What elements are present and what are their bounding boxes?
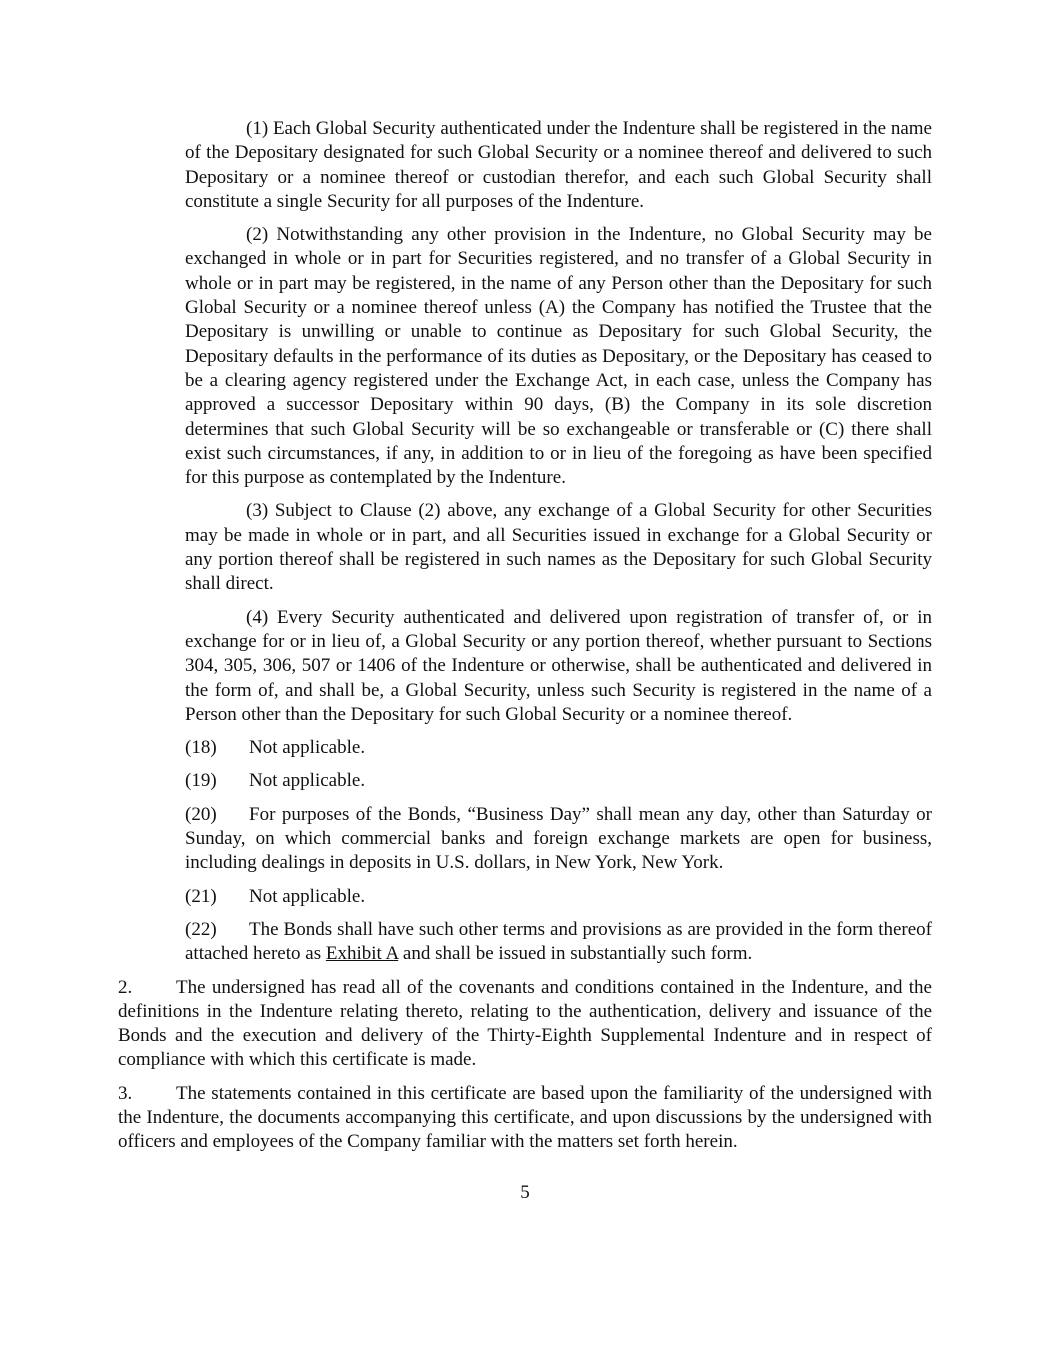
item-20-paragraph — [185, 803, 932, 876]
page-number: 5 — [520, 1181, 530, 1203]
clause-1-text: (1) Each Global Security authenticated under the Indenture shall be registered in the name of the Depositary designated for such Global Security or a nominee thereof and delivered to such Depositary or a nominee thereof or custodian therefor, and each such Global Security shall constitute a single Security for all purposes of the Indenture. — [185, 118, 932, 212]
section-3-text: The statements contained in this certificate are based upon the familiarity of the undersigned with the Indenture, the documents accompanying this certificate, and upon discussions by the undersigned with officers and employees of the Company familiar with the matters set forth herein. — [118, 1082, 932, 1153]
exhibit-a-reference: Exhibit A — [325, 943, 399, 965]
item-19-number: (19) — [185, 770, 217, 792]
item-19-paragraph — [185, 769, 932, 793]
item-20-text: For purposes of the Bonds, “Business Day” shall mean any day, other than Saturday or Sunday, on which commercial banks and foreign exchange markets are open for business, including dealings in deposits in U.S. dollars, in New York, New York. — [185, 803, 932, 874]
item-21-number: (21) — [185, 885, 217, 907]
page-footer — [118, 1181, 932, 1205]
item-22-text-after: and shall be issued in substantially such form. — [398, 943, 753, 965]
section-3-number: 3. — [118, 1082, 133, 1104]
item-18-paragraph — [185, 736, 932, 760]
section-3-paragraph — [118, 1082, 932, 1155]
section-2-text: The undersigned has read all of the covenants and conditions contained in the Indenture, and the definitions in the Indenture relating thereto, relating to the authentication, delivery and issuance of the Bonds and the execution and delivery of the Thirty-Eighth Supplemental Indenture and in respect of compliance with which this certificate is made. — [118, 976, 932, 1071]
item-19-text: Not applicable. — [249, 770, 366, 792]
clause-4-paragraph — [185, 606, 932, 727]
item-22-paragraph — [185, 918, 932, 967]
section-2-number: 2. — [118, 976, 133, 998]
clause-2-text: (2) Notwithstanding any other provision in the Indenture, no Global Security may be exchanged in whole or in part for Securities registered, and no transfer of a Global Security in whole or in part may be registered, in the name of any Person other than the Depositary for such Global Security or a nominee thereof unless (A) the Company has notified the Trustee that the Depositary is unwilling or unable to continue as Depositary for such Global Security, the Depositary defaults in the performance of its duties as Depositary, or the Depositary has ceased to be a clearing agency registered under the Exchange Act, in each case, unless the Company has approved a successor Depositary within 90 days, (B) the Company in its sole discretion determines that such Global Security will be so exchangeable or transferable or (C) there shall exist such circumstances, if any, in addition to or in lieu of the foregoing as have been specified for this purpose as contemplated by the Indenture. — [185, 224, 932, 489]
clause-2-paragraph — [185, 223, 932, 490]
clause-4-text: (4) Every Security authenticated and delivered upon registration of transfer of, or in exchange for or in lieu of, a Global Security or any portion thereof, whether pursuant to Sections 304, 305, 306, 507 or 1406 of the Indenture or otherwise, shall be authenticated and delivered in the form of, and shall be, a Global Security, unless such Security is registered in the name of a Person other than the Depositary for such Global Security or a nominee thereof. — [185, 606, 932, 725]
item-22-text-before: The Bonds shall have such other terms and provisions as are provided in the form thereof attached hereto as — [185, 918, 932, 965]
clause-3-paragraph — [185, 499, 932, 596]
item-22-number: (22) — [185, 918, 217, 940]
item-20-number: (20) — [185, 803, 217, 825]
clause-3-text: (3) Subject to Clause (2) above, any exchange of a Global Security for other Securities may be made in whole or in part, and all Securities issued in exchange for a Global Security or any portion thereof shall be registered in such names as the Depositary for such Global Security shall direct. — [185, 500, 932, 595]
section-2-paragraph — [118, 976, 932, 1073]
clause-1-paragraph — [185, 117, 932, 214]
item-21-text: Not applicable. — [249, 885, 366, 907]
item-21-paragraph — [185, 885, 932, 909]
item-18-number: (18) — [185, 737, 217, 759]
item-18-text: Not applicable. — [249, 737, 366, 759]
